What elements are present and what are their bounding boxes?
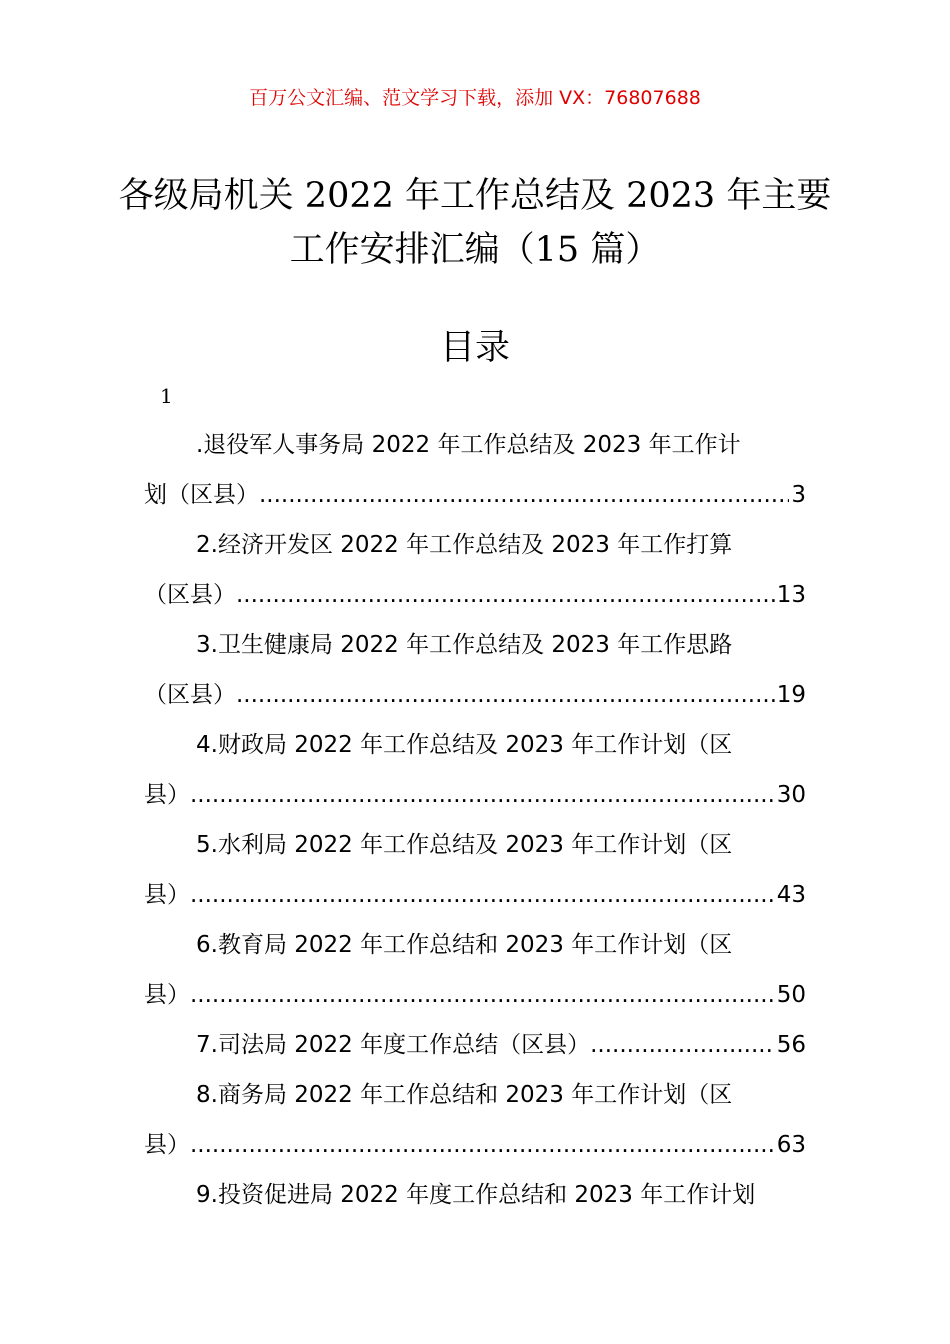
toc-entry-5-line-1[interactable]: 5.水利局 2022 年工作总结及 2023 年工作计划（区 <box>196 832 733 858</box>
download-banner: 百万公文汇编、范文学习下载，添加 VX：76807688 <box>249 87 701 109</box>
toc-entry-7[interactable]: 7.司法局 2022 年度工作总结（区县） ..... 56 <box>144 1020 806 1070</box>
toc-entry-1-line-1[interactable]: .退役军人事务局 2022 年工作总结及 2023 年工作计 <box>196 432 741 458</box>
table-of-contents <box>144 420 806 1220</box>
toc-entry-8-line-2[interactable]: 县） ..... 63 <box>144 1120 806 1170</box>
leader-dots <box>590 1020 775 1070</box>
leader-dots <box>190 970 775 1020</box>
toc-page-number: 30 <box>776 782 806 808</box>
leader-dots <box>190 870 775 920</box>
leader-dots <box>259 470 789 520</box>
toc-entry-8-line-1[interactable]: 8.商务局 2022 年工作总结和 2023 年工作计划（区 <box>196 1082 733 1108</box>
document-title-line-1: 各级局机关 2022 年工作总结及 2023 年主要 <box>118 176 832 216</box>
toc-entry-3-line-1[interactable]: 3.卫生健康局 2022 年工作总结及 2023 年工作思路 <box>196 632 733 658</box>
leader-dots <box>190 1120 775 1170</box>
toc-entry-4-line-1[interactable]: 4.财政局 2022 年工作总结及 2023 年工作计划（区 <box>196 732 733 758</box>
toc-entry-1-line-2[interactable]: 划（区县） ..... 3 <box>144 470 806 520</box>
toc-page-number: 43 <box>776 882 806 908</box>
leader-dots <box>190 770 775 820</box>
toc-entry-6-line-2[interactable]: 县） ..... 50 <box>144 970 806 1020</box>
toc-entry-6-line-1[interactable]: 6.教育局 2022 年工作总结和 2023 年工作计划（区 <box>196 932 733 958</box>
toc-entry-2-line-1[interactable]: 2.经济开发区 2022 年工作总结及 2023 年工作打算 <box>196 532 733 558</box>
toc-entry-4-line-2[interactable]: 县） ..... 30 <box>144 770 806 820</box>
leader-dots <box>236 670 775 720</box>
toc-page-number: 19 <box>776 682 806 708</box>
toc-page-number: 50 <box>776 982 806 1008</box>
toc-entry-2-line-2[interactable]: （区县） ..... 13 <box>144 570 806 620</box>
leader-dots <box>236 570 775 620</box>
toc-entry-5-line-2[interactable]: 县） ..... 43 <box>144 870 806 920</box>
toc-entry-3-line-2[interactable]: （区县） ..... 19 <box>144 670 806 720</box>
toc-page-number: 56 <box>776 1032 806 1058</box>
toc-page-number: 13 <box>776 582 806 608</box>
toc-page-number: 63 <box>776 1132 806 1158</box>
toc-page-number: 3 <box>791 482 806 508</box>
document-title-line-2: 工作安排汇编（15 篇） <box>289 230 661 270</box>
stray-page-number: 1 <box>160 384 173 408</box>
toc-entry-9-line-1[interactable]: 9.投资促进局 2022 年度工作总结和 2023 年工作计划 <box>196 1182 756 1208</box>
toc-heading: 目录 <box>439 328 510 368</box>
